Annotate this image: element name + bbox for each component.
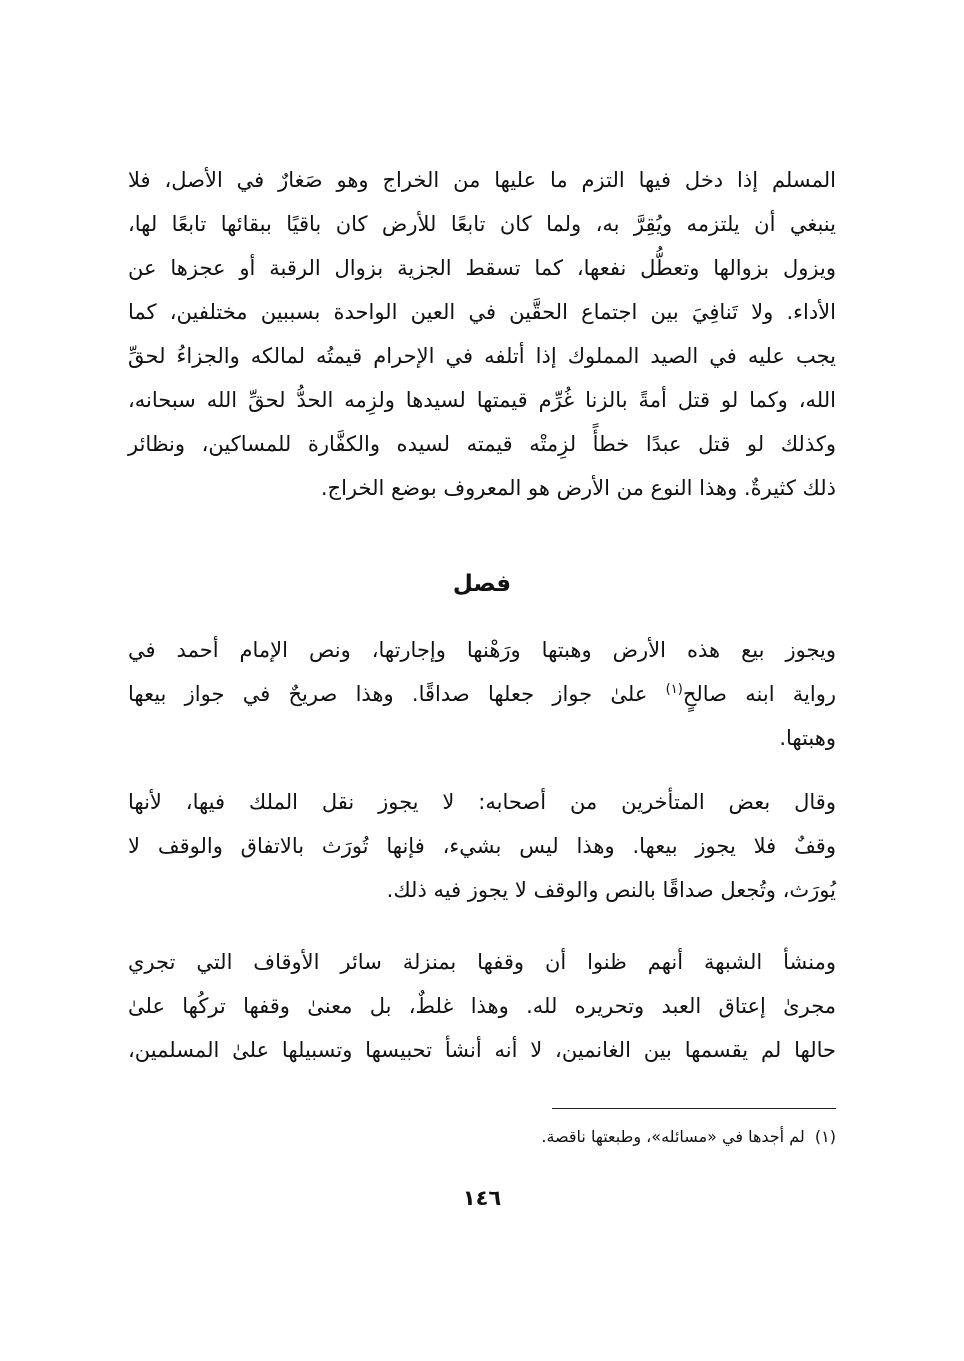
- text-line: المسلم إذا دخل فيها التزم ما عليها من الخراج وهو صَغارٌ في الأصل، فلا: [128, 168, 836, 192]
- text-line: الله، وكما لو قتل أمةً بالزنا غُرِّم قيمتها لسيدها ولزِمه الحدُّ لحقِّ الله سبحانه،: [128, 388, 836, 412]
- section-heading: فصل: [452, 571, 512, 597]
- paragraph-sale: [128, 628, 836, 760]
- text-segment: رواية ابنه صالحٍ: [682, 682, 837, 706]
- text-line: مجرىٰ إعتاق العبد وتحريره لله. وهذا غلطٌ، بل معنىٰ وقفها تركُها علىٰ: [128, 994, 836, 1018]
- text-line: وقال بعض المتأخرين من أصحابه: لا يجوز نقل الملك فيها، لأنها: [128, 790, 836, 814]
- text-segment: علىٰ جواز جعلها صداقًا. وهذا صريحٌ في جواز بيعها: [128, 682, 666, 706]
- paragraph-doubt-origin: [128, 940, 836, 1072]
- text-line: ذلك كثيرةٌ. وهذا النوع من الأرض هو المعروف بوضع الخراج.: [320, 476, 836, 500]
- text-line: الأداء. ولا تَنافِيَ بين اجتماع الحقَّين في العين الواحدة بسببين مختلفين، كما: [128, 300, 836, 324]
- text-line: يُورَث، وتُجعل صداقًا بالنص والوقف لا يجوز فيه ذلك.: [386, 878, 836, 902]
- page-number: ١٤٦: [462, 1186, 502, 1210]
- text-line: ينبغي أن يلتزمه ويُقِرَّ به، ولما كان تابعًا للأرض كان باقيًا ببقائها تابعًا لها،: [128, 212, 836, 236]
- paragraph-objection: [128, 780, 836, 912]
- text-line: ويجوز بيع هذه الأرض وهبتها ورَهْنها وإجارتها، ونص الإمام أحمد في: [128, 638, 836, 662]
- footnote: [128, 1120, 836, 1154]
- text-line: وهبتها.: [779, 726, 836, 750]
- text-line: حالها لم يقسمها بين الغانمين، لا أنه أنشأ تحبيسها وتسبيلها علىٰ المسلمين،: [128, 1038, 836, 1062]
- paragraph-continuation: [128, 158, 836, 510]
- footnote-reference[interactable]: (١): [665, 682, 683, 697]
- text-line: يجب عليه في الصيد المملوك إذا أتلفه في الإحرام قيمتُه لمالكه والجزاءُ لحقِّ: [128, 344, 836, 368]
- footnote-separator: [552, 1108, 836, 1109]
- text-line: ويزول بزوالها وتعطُّل نفعها، كما تسقط الجزية بزوال الرقبة أو عجزها عن: [128, 256, 836, 280]
- text-line-with-footnote: [128, 672, 836, 716]
- footnote-number: (١): [814, 1127, 836, 1146]
- text-line: وكذلك لو قتل عبدًا خطأً لزِمتْه قيمته لسيده والكفَّارة للمساكين، ونظائر: [128, 432, 836, 456]
- footnote-text: لم أجدها في «مسائله»، وطبعتها ناقصة.: [541, 1127, 805, 1146]
- text-line: ومنشأ الشبهة أنهم ظنوا أن وقفها بمنزلة سائر الأوقاف التي تجري: [128, 950, 836, 974]
- text-line: وقفٌ فلا يجوز بيعها. وهذا ليس بشيء، فإنها تُورَث بالاتفاق والوقف لا: [128, 834, 836, 858]
